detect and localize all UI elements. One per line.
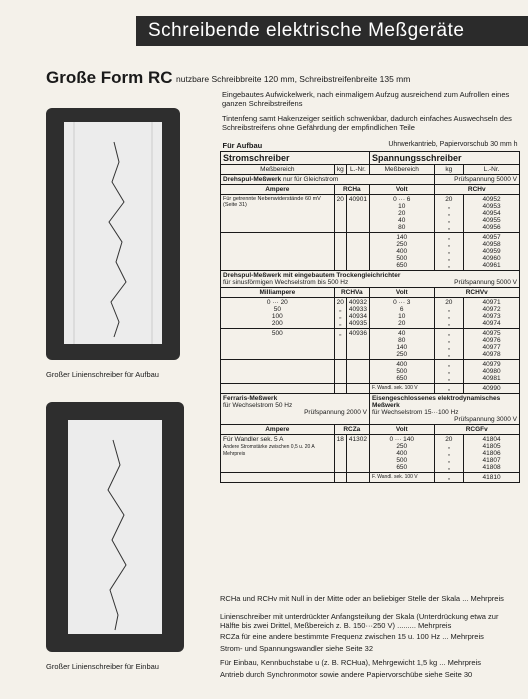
recorder-photo-surface	[46, 108, 180, 360]
table-cell: 20	[334, 195, 346, 233]
sub-header: RCZa	[334, 425, 369, 435]
price-table	[220, 140, 520, 483]
section-title: Drehspul-Meßwerk nur für Gleichstrom	[221, 175, 435, 185]
table-cell: 40975 40976 40977 40978	[464, 329, 520, 360]
caption-panel: Großer Linienschreiber für Einbau	[46, 662, 159, 671]
table-cell: F. Wandl. sek. 100 V	[369, 473, 434, 483]
sub-header: Ampere	[221, 425, 335, 435]
table-cell: 40971 40972 40973 40974	[464, 298, 520, 329]
table-cell: „ „ „ „	[434, 329, 464, 360]
table-cell: 0 ··· 6 10 20 40 80	[369, 195, 434, 233]
section-title: Drehspul-Meßwerk mit eingebautem Trockengleichrichter für sinusförmigen Wechselstrom bis 500 Hz Prüfspannung 5000 V	[221, 271, 520, 288]
table-cell: 40952 40953 40954 40955 40956	[464, 195, 520, 233]
current-recorder-heading: Stromschreiber	[221, 152, 370, 165]
table-cell: 40901	[346, 195, 369, 233]
section-title: Ferraris-Meßwerk für Wechselstrom 50 Hz Prüfspannung 2000 V	[221, 394, 370, 425]
table-cell: „	[434, 473, 464, 483]
sub-header: Volt	[369, 185, 434, 195]
table-cell: 20 „ „ „ „	[434, 195, 464, 233]
table-cell: 41804 41805 41806 41807 41808	[464, 435, 520, 473]
page-subtitle: nutzbare Schreibbreite 120 mm, Schreibstreifenbreite 135 mm	[176, 74, 411, 84]
note: RCHa und RCHv mit Null in der Mitte oder an beliebiger Stelle der Skala ... Mehrpreis	[220, 594, 504, 603]
recorder-photo-panel	[46, 402, 184, 652]
table-cell: „ „ „	[434, 360, 464, 384]
note: Für Einbau, Kennbuchstabe u (z. B. RCHua), Mehrgewicht 1,5 kg ... Mehrpreis	[220, 658, 481, 667]
table-cell: 40957 40958 40959 40960 40961	[464, 233, 520, 271]
col-header: L.-Nr.	[346, 165, 369, 175]
table-cell: 20 „ „ „	[434, 298, 464, 329]
sub-header: Volt	[369, 288, 434, 298]
drive-label: Uhrwerkantrieb, Papiervorschub 30 mm h	[388, 141, 518, 148]
voltage-recorder-heading: Spannungsschreiber	[369, 152, 519, 165]
chart-paper	[64, 122, 162, 344]
col-header: L.-Nr.	[464, 165, 520, 175]
intro-paragraph-2: Tintenfeng samt Hakenzeiger seitlich schwenkbar, dadurch einfaches Auswechseln des Schreibstreifens ohne Gefährdung der empfindlichen Teile	[222, 114, 512, 132]
table-cell: 0 ··· 140 250 400 500 650	[369, 435, 434, 473]
section-title: Eisengeschlossenes elektrodynamisches Meßwerk für Wechselstrom 15···100 Hz Prüfspannung 3000 V	[369, 394, 519, 425]
sub-header: RCHa	[334, 185, 369, 195]
table-cell: Für Wandler sek. 5 A Andere Stromstärke zwischen 0,5 u. 20 A Mehrpreis	[221, 435, 335, 473]
col-header: Meßbereich	[221, 165, 335, 175]
table-cell: 40932 40933 40934 40935	[346, 298, 369, 329]
table-cell: 20 „ „ „	[334, 298, 346, 329]
sub-header: RCHVv	[434, 288, 519, 298]
sub-header: Ampere	[221, 185, 335, 195]
table-cell: 40979 40980 40981	[464, 360, 520, 384]
sub-header: RCGFv	[434, 425, 519, 435]
table-cell: 40990	[464, 384, 520, 394]
chart-paper	[68, 420, 162, 634]
chart-trace	[68, 420, 162, 634]
page-banner: Schreibende elektrische Meßgeräte	[136, 16, 528, 46]
col-header: kg	[334, 165, 346, 175]
test-voltage: Prüfspannung 5000 V	[434, 175, 519, 185]
table-cell: 18	[334, 435, 346, 473]
table-cell: 0 ··· 20 50 100 200	[221, 298, 335, 329]
intro-paragraph-1: Eingebautes Aufwickelwerk, nach einmaligem Aufzug ausreichend zum Aufrollen eines ganzen Schreibstreifens	[222, 90, 510, 108]
table-cell: 40936	[346, 329, 369, 360]
table-cell: „ „ „ „ „	[434, 233, 464, 271]
table-cell: 41810	[464, 473, 520, 483]
table-cell: „	[334, 329, 346, 360]
table-cell: 20 „ „ „ „	[434, 435, 464, 473]
col-header: kg	[434, 165, 464, 175]
table-cell: 400 500 650	[369, 360, 434, 384]
table-cell: 500	[221, 329, 335, 360]
note: Linienschreiber mit unterdrückter Anfangsteilung der Skala (Unterdrückung etwa zur Hälfte bis zwei Drittel, Meßbereich z. B. 150···250 V) ......... Mehrpreis	[220, 612, 499, 630]
note: Antrieb durch Synchronmotor sowie andere Papiervorschübe siehe Seite 30	[220, 670, 473, 679]
note: RCZa für eine andere bestimmte Frequenz zwischen 15 u. 100 Hz ... Mehrpreis	[220, 632, 484, 641]
table-cell: F. Wandl. sek. 100 V	[369, 384, 434, 394]
mounting-label: Für Aufbau	[222, 141, 263, 150]
page-title: Große Form RC	[46, 68, 173, 87]
table-cell: 140 250 400 500 650	[369, 233, 434, 271]
table-cell: „	[434, 384, 464, 394]
sub-header: RCHv	[434, 185, 519, 195]
chart-trace	[64, 122, 162, 344]
note: Strom- und Spannungswandler siehe Seite 32	[220, 644, 374, 653]
caption-surface: Großer Linienschreiber für Aufbau	[46, 370, 159, 379]
sub-header: Milliampere	[221, 288, 335, 298]
sub-header: RCHVa	[334, 288, 369, 298]
table-cell: 40 80 140 250	[369, 329, 434, 360]
table-cell: Für getrennte Nebenwiderstände 60 mV (Seite 31)	[221, 195, 335, 233]
table-cell: 0 ··· 3 6 10 20	[369, 298, 434, 329]
table-cell: 41302	[346, 435, 369, 473]
col-header: Meßbereich	[369, 165, 434, 175]
sub-header: Volt	[369, 425, 434, 435]
